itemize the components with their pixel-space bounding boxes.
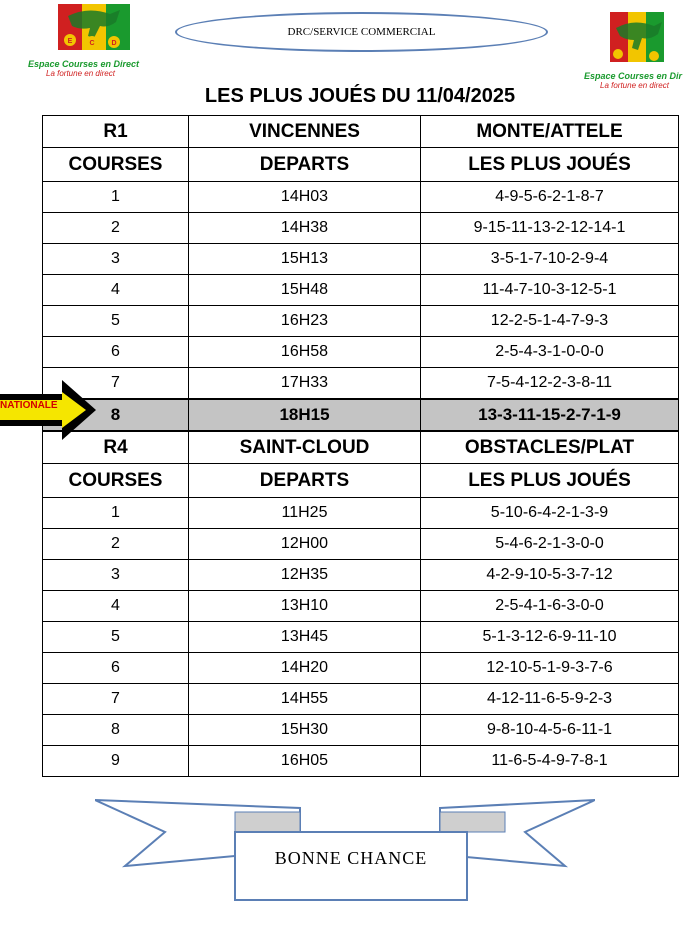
brand-logo-right xyxy=(584,10,686,90)
table-row xyxy=(43,275,679,306)
most-played: 2-5-4-3-1-0-0-0 xyxy=(421,337,679,368)
service-label: DRC/SERVICE COMMERCIAL xyxy=(175,12,548,52)
most-played: 7-5-4-12-2-3-8-11 xyxy=(421,368,679,400)
table-row xyxy=(43,684,679,715)
col-header-courses: COURSES xyxy=(43,148,189,182)
depart-time: 14H20 xyxy=(189,653,421,684)
brand-tagline: La fortune en direct xyxy=(46,69,115,78)
col-header-departs: DEPARTS xyxy=(189,464,421,498)
brand-name: Espace Courses en Dir xyxy=(584,71,683,81)
table-row xyxy=(43,213,679,244)
course-number: 5 xyxy=(43,622,189,653)
most-played: 2-5-4-1-6-3-0-0 xyxy=(421,591,679,622)
racing-horse-logo-icon xyxy=(28,2,138,54)
depart-time: 15H13 xyxy=(189,244,421,275)
course-number: 3 xyxy=(43,244,189,275)
reunion-code: R4 xyxy=(43,431,189,464)
table-row xyxy=(43,560,679,591)
course-number: 1 xyxy=(43,498,189,529)
depart-time: 12H00 xyxy=(189,529,421,560)
depart-time: 16H23 xyxy=(189,306,421,337)
section-header-row xyxy=(43,116,679,148)
section-header-row xyxy=(43,431,679,464)
course-number: 8 xyxy=(43,715,189,746)
course-number: 8 xyxy=(43,399,189,431)
table-row xyxy=(43,498,679,529)
most-played: 4-2-9-10-5-3-7-12 xyxy=(421,560,679,591)
brand-logo-left xyxy=(28,2,178,78)
reunion-code: R1 xyxy=(43,116,189,148)
discipline: OBSTACLES/PLAT xyxy=(421,431,679,464)
column-header-row xyxy=(43,148,679,182)
table-row xyxy=(43,591,679,622)
arrow-label: NATIONALE xyxy=(0,400,58,411)
most-played: 12-10-5-1-9-3-7-6 xyxy=(421,653,679,684)
depart-time: 18H15 xyxy=(189,399,421,431)
most-played: 11-6-5-4-9-7-8-1 xyxy=(421,746,679,777)
most-played: 5-1-3-12-6-9-11-10 xyxy=(421,622,679,653)
course-number: 4 xyxy=(43,275,189,306)
most-played: 11-4-7-10-3-12-5-1 xyxy=(421,275,679,306)
highlighted-row xyxy=(43,399,679,431)
discipline: MONTE/ATTELE xyxy=(421,116,679,148)
col-header-picks: LES PLUS JOUÉS xyxy=(421,464,679,498)
course-number: 9 xyxy=(43,746,189,777)
svg-text:D: D xyxy=(111,40,117,47)
table-row xyxy=(43,622,679,653)
depart-time: 14H03 xyxy=(189,182,421,213)
col-header-courses: COURSES xyxy=(43,464,189,498)
course-number: 4 xyxy=(43,591,189,622)
course-number: 7 xyxy=(43,368,189,400)
hippodrome-name: VINCENNES xyxy=(189,116,421,148)
highlight-arrow xyxy=(0,378,100,442)
racing-horse-logo-icon xyxy=(584,10,664,66)
course-number: 2 xyxy=(43,529,189,560)
table-row xyxy=(43,368,679,400)
table-row xyxy=(43,244,679,275)
depart-time: 14H38 xyxy=(189,213,421,244)
most-played: 5-10-6-4-2-1-3-9 xyxy=(421,498,679,529)
svg-text:C: C xyxy=(89,40,95,47)
page-title: LES PLUS JOUÉS DU 11/04/2025 xyxy=(204,85,516,107)
table-row xyxy=(43,653,679,684)
most-played: 12-2-5-1-4-7-9-3 xyxy=(421,306,679,337)
most-played: 13-3-11-15-2-7-1-9 xyxy=(421,399,679,431)
brand-tagline: La fortune en direct xyxy=(600,81,669,90)
col-header-departs: DEPARTS xyxy=(189,148,421,182)
course-number: 3 xyxy=(43,560,189,591)
depart-time: 16H05 xyxy=(189,746,421,777)
depart-time: 14H55 xyxy=(189,684,421,715)
most-played: 5-4-6-2-1-3-0-0 xyxy=(421,529,679,560)
depart-time: 16H58 xyxy=(189,337,421,368)
table-row xyxy=(43,529,679,560)
course-number: 6 xyxy=(43,653,189,684)
most-played: 4-9-5-6-2-1-8-7 xyxy=(421,182,679,213)
table-row xyxy=(43,715,679,746)
depart-time: 12H35 xyxy=(189,560,421,591)
most-played: 9-8-10-4-5-6-11-1 xyxy=(421,715,679,746)
race-table xyxy=(42,115,679,777)
depart-time: 13H10 xyxy=(189,591,421,622)
brand-name: Espace Courses en Direct xyxy=(28,59,140,69)
depart-time: 17H33 xyxy=(189,368,421,400)
course-number: 5 xyxy=(43,306,189,337)
depart-time: 13H45 xyxy=(189,622,421,653)
table-row xyxy=(43,182,679,213)
svg-text:E: E xyxy=(67,38,73,45)
hippodrome-name: SAINT-CLOUD xyxy=(189,431,421,464)
most-played: 3-5-1-7-10-2-9-4 xyxy=(421,244,679,275)
col-header-picks: LES PLUS JOUÉS xyxy=(421,148,679,182)
depart-time: 15H30 xyxy=(189,715,421,746)
most-played: 9-15-11-13-2-12-14-1 xyxy=(421,213,679,244)
depart-time: 15H48 xyxy=(189,275,421,306)
table-row xyxy=(43,306,679,337)
column-header-row xyxy=(43,464,679,498)
table-row xyxy=(43,746,679,777)
good-luck-text: BONNE CHANCE xyxy=(274,848,428,868)
course-number: 6 xyxy=(43,337,189,368)
most-played: 4-12-11-6-5-9-2-3 xyxy=(421,684,679,715)
course-number: 7 xyxy=(43,684,189,715)
course-number: 1 xyxy=(43,182,189,213)
course-number: 2 xyxy=(43,213,189,244)
depart-time: 11H25 xyxy=(189,498,421,529)
table-row xyxy=(43,337,679,368)
